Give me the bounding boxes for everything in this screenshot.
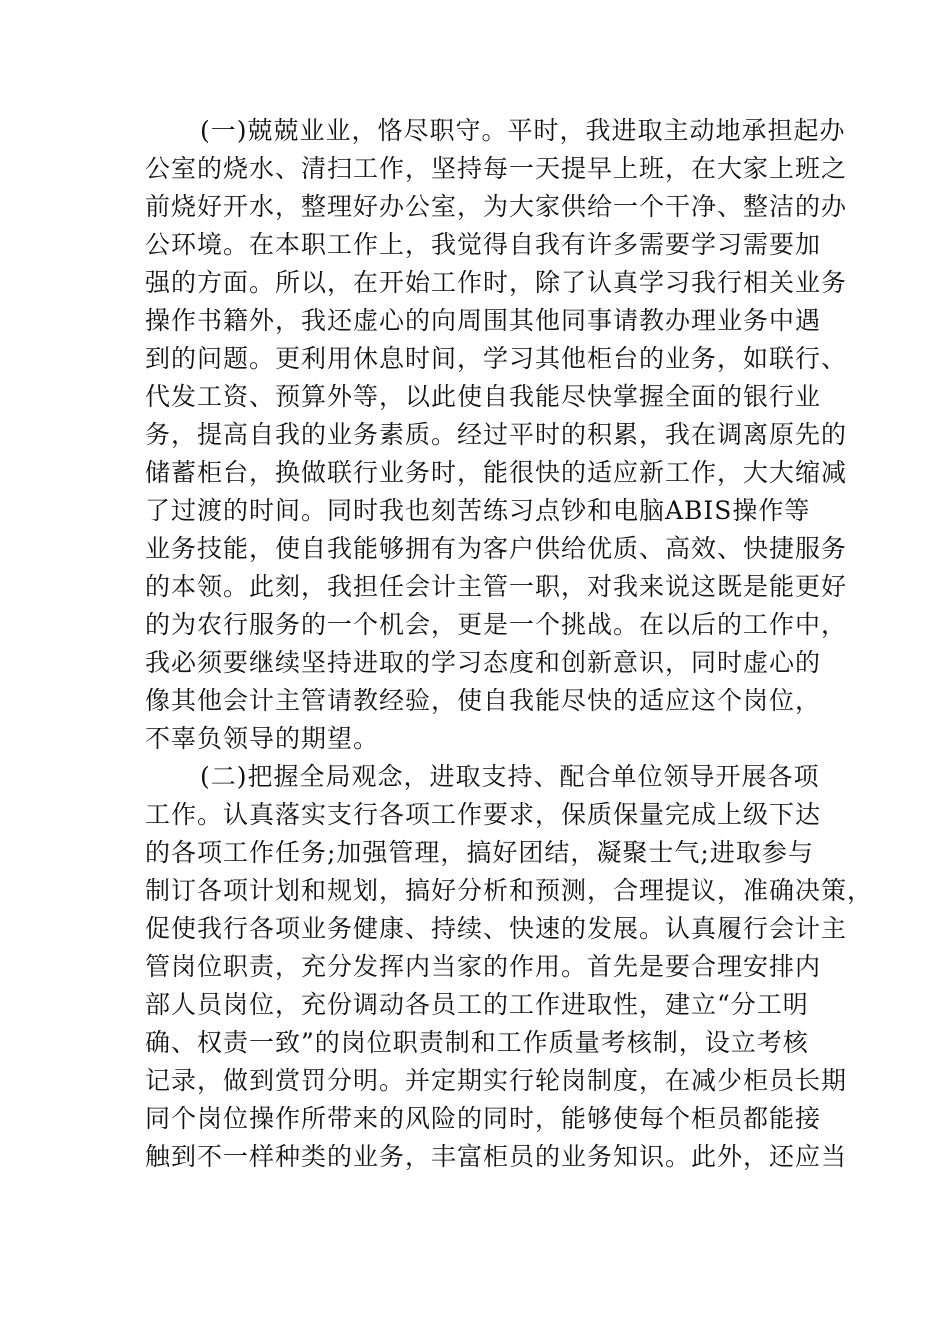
text-line: 业务技能，使自我能够拥有为客户供给优质、高效、快捷服务 [145,534,848,563]
text-line: 操作书籍外，我还虚心的向周围其他同事请教办理业务中遇 [145,306,822,335]
text-line: 管岗位职责，充分发挥内当家的作用。首先是要合理安排内 [145,952,822,981]
text-line: 像其他会计主管请教经验，使自我能尽快的适应这个岗位， [145,686,822,715]
text-line: 务，提高自我的业务素质。经过平时的积累，我在调离原先的 [145,420,848,449]
text-line: 确、权责一致”的岗位职责制和工作质量考核制，设立考核 [145,1028,809,1057]
paragraph-2 [145,758,874,1176]
text-line: 的为农行服务的一个机会，更是一个挑战。在以后的工作中， [145,610,848,639]
text-line: 同个岗位操作所带来的风险的同时，能够使每个柜员都能接 [145,1104,822,1133]
text-line: 到的问题。更利用休息时间，学习其他柜台的业务，如联行、 [145,344,848,373]
text-line: (二)把握全局观念，进取支持、配合单位领导开展各项 [200,762,820,791]
document-body [145,112,874,1176]
text-line: 强的方面。所以，在开始工作时，除了认真学习我行相关业务 [145,268,848,297]
text-line: 公环境。在本职工作上，我觉得自我有许多需要学习需要加 [145,230,822,259]
text-line: 前烧好开水，整理好办公室，为大家供给一个干净、整洁的办 [145,192,848,221]
text-line: 我必须要继续坚持进取的学习态度和创新意识，同时虚心的 [145,648,822,677]
text-line: 制订各项计划和规划，搞好分析和预测，合理提议，准确决策， [145,876,874,905]
text-line: 了过渡的时间。同时我也刻苦练习点钞和电脑ABIS操作等 [145,496,811,525]
text-line: 部人员岗位，充份调动各员工的工作进取性，建立“分工明 [145,990,809,1019]
text-line: 促使我行各项业务健康、持续、快速的发展。认真履行会计主 [145,914,848,943]
text-line: 记录，做到赏罚分明。并定期实行轮岗制度，在减少柜员长期 [145,1066,848,1095]
text-line: 的各项工作任务;加强管理，搞好团结，凝聚士气;进取参与 [145,838,814,867]
text-line: 不辜负领导的期望。 [145,724,380,753]
text-line: 的本领。此刻，我担任会计主管一职，对我来说这既是能更好 [145,572,848,601]
text-line: 公室的烧水、清扫工作，坚持每一天提早上班，在大家上班之 [145,154,848,183]
text-line: 触到不一样种类的业务，丰富柜员的业务知识。此外，还应当 [145,1142,848,1171]
text-line: (一)兢兢业业，恪尽职守。平时，我进取主动地承担起办 [200,116,846,145]
paragraph-1 [145,112,848,758]
text-line: 代发工资、预算外等，以此使自我能尽快掌握全面的银行业 [145,382,822,411]
text-line: 工作。认真落实支行各项工作要求，保质保量完成上级下达 [145,800,822,829]
text-line: 储蓄柜台，换做联行业务时，能很快的适应新工作，大大缩减 [145,458,848,487]
